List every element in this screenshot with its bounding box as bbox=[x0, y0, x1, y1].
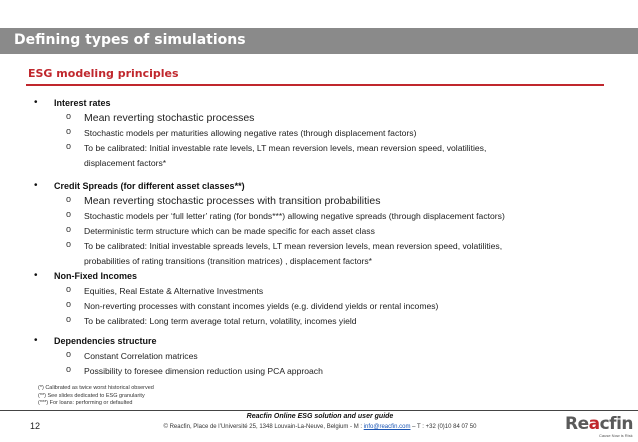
list-item bbox=[0, 314, 638, 329]
logo-part: cfin bbox=[599, 414, 634, 434]
list-item bbox=[0, 284, 638, 299]
logo-part: a bbox=[588, 414, 600, 434]
item-text: Non-reverting processes with constant incomes yields (e.g. dividend yields or rental incomes) bbox=[84, 301, 439, 311]
bullet-icon: • bbox=[34, 180, 38, 191]
page-number: 12 bbox=[30, 421, 41, 431]
footer-address: © Reacfin, Place de l’Université 25, 1348 Louvain-La-Neuve, Belgium - M : bbox=[163, 424, 364, 430]
item-text: Constant Correlation matrices bbox=[84, 351, 198, 361]
header-bar bbox=[0, 28, 638, 54]
item-text: Possibility to foresee dimension reduction using PCA approach bbox=[84, 366, 323, 376]
footnote: (*) Calibrated as twice worst historical observed bbox=[38, 385, 154, 391]
footer bbox=[100, 412, 540, 432]
logo-part: Re bbox=[565, 414, 589, 434]
list-item bbox=[0, 126, 638, 141]
item-text: Mean reverting stochastic processes with transition probabilities bbox=[84, 195, 381, 207]
subtitle-divider bbox=[26, 84, 604, 86]
sub-bullet-icon: o bbox=[66, 111, 72, 121]
sub-bullet-icon: o bbox=[66, 284, 72, 294]
logo-tagline: Cause Now is Risk bbox=[599, 433, 633, 438]
bullet-icon: • bbox=[34, 270, 38, 281]
item-text-continued: displacement factors* bbox=[84, 158, 167, 168]
section-label: Dependencies structure bbox=[54, 336, 157, 346]
section-subtitle: ESG modeling principles bbox=[28, 67, 179, 80]
footer-phone: – T : +32 (0)10 84 07 50 bbox=[410, 424, 477, 430]
section-label: Credit Spreads (for different asset classes**) bbox=[54, 181, 245, 191]
list-item bbox=[0, 224, 638, 239]
footnote: (**) See slides dedicated to ESG granularity bbox=[38, 392, 145, 399]
list-item bbox=[0, 299, 638, 314]
item-text: Stochastic models per maturities allowing negative rates (through displacement factors) bbox=[84, 128, 417, 138]
sub-bullet-icon: o bbox=[66, 141, 72, 151]
bullet-icon: • bbox=[34, 335, 38, 346]
sub-bullet-icon: o bbox=[66, 349, 72, 359]
sub-bullet-icon: o bbox=[66, 224, 72, 234]
sub-bullet-icon: o bbox=[66, 299, 72, 309]
item-text: To be calibrated: Initial investable rate levels, LT mean reversion levels, mean reversion speed, volatilities, bbox=[84, 143, 487, 153]
list-item bbox=[0, 239, 638, 269]
item-text-continued: probabilities of rating transitions (transition matrices) , displacement factors* bbox=[84, 256, 373, 266]
section-credit-spreads bbox=[0, 180, 638, 269]
bullet-icon: • bbox=[34, 97, 38, 108]
list-item bbox=[0, 364, 638, 379]
footer-contact bbox=[100, 422, 540, 432]
list-item bbox=[0, 349, 638, 364]
section-dependencies bbox=[0, 335, 638, 379]
sub-bullet-icon: o bbox=[66, 194, 72, 204]
sub-bullet-icon: o bbox=[66, 314, 72, 324]
item-text: To be calibrated: Initial investable spreads levels, LT mean reversion levels, mean reversion speed, volatilities, bbox=[84, 241, 503, 251]
footnote: (***) For loans: performing or defaulted bbox=[38, 400, 133, 406]
section-interest-rates bbox=[0, 97, 638, 171]
sub-bullet-icon: o bbox=[66, 126, 72, 136]
list-item bbox=[0, 111, 638, 126]
footnotes bbox=[38, 385, 154, 408]
sub-bullet-icon: o bbox=[66, 239, 72, 249]
item-text: Equities, Real Estate & Alternative Investments bbox=[84, 286, 264, 296]
item-text: Mean reverting stochastic processes bbox=[84, 112, 255, 124]
page-title: Defining types of simulations bbox=[14, 32, 246, 48]
list-item bbox=[0, 141, 638, 171]
section-non-fixed-incomes bbox=[0, 270, 638, 329]
section-label: Interest rates bbox=[54, 98, 111, 108]
item-text: To be calibrated: Long term average total return, volatility, incomes yield bbox=[84, 316, 357, 326]
list-item bbox=[0, 194, 638, 209]
section-label: Non-Fixed Incomes bbox=[54, 271, 138, 281]
sub-bullet-icon: o bbox=[66, 209, 72, 219]
reacfin-logo bbox=[565, 411, 635, 441]
logo-wordmark bbox=[565, 414, 633, 434]
item-text: Stochastic models per ‘full letter’ rating (for bonds***) allowing negative spreads (through displacement factors) bbox=[84, 211, 505, 221]
list-item bbox=[0, 209, 638, 224]
footer-divider bbox=[0, 410, 638, 411]
item-text: Deterministic term structure which can be made specific for each asset class bbox=[84, 226, 375, 236]
footer-title: Reacfin Online ESG solution and user guide bbox=[246, 413, 394, 420]
sub-bullet-icon: o bbox=[66, 364, 72, 374]
email-link[interactable]: info@reacfin.com bbox=[363, 424, 411, 430]
